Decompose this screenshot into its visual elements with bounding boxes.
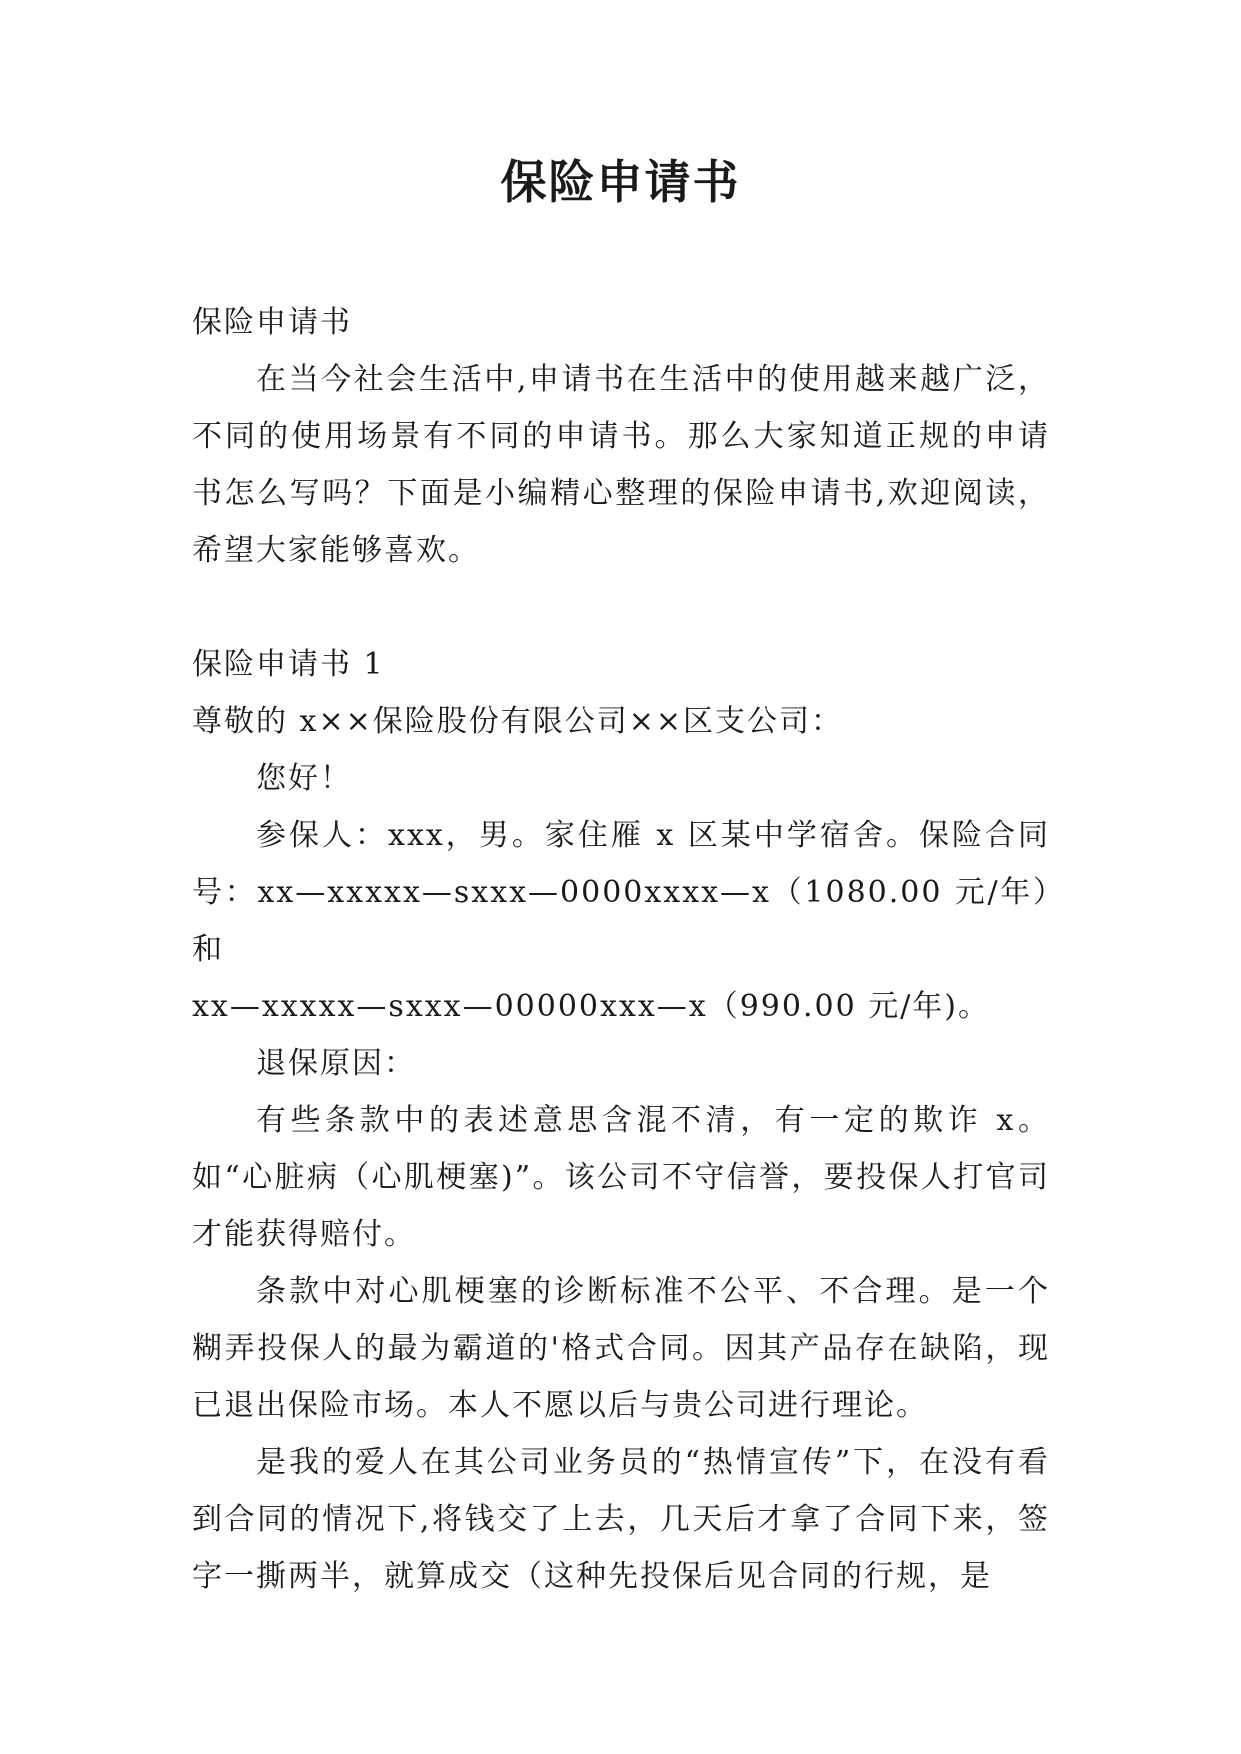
- section-heading: 保险申请书 1: [192, 647, 385, 682]
- paragraph-policy-holder: 参保人：xxx，男。家住雁 x 区某中学宿舍。保险合同号：xx—xxxxx—sxxx—0000xxxx—x（1080.00 元/年）和: [192, 818, 1050, 967]
- document-title: 保险申请书: [500, 155, 741, 209]
- paragraph-policy-number: xx—xxxxx—sxxx—00000xxx—x（990.00 元/年)。: [192, 989, 991, 1024]
- paragraph-reason-3: 是我的爱人在其公司业务员的“热情宣传”下，在没有看到合同的情况下,将钱交了上去，几天后才拿了合同下来，签字一撕两半，就算成交（这种先投保后见合同的行规，是: [192, 1445, 1050, 1594]
- paragraph-heading: 保险申请书: [192, 305, 352, 340]
- paragraph-reason-2: 条款中对心肌梗塞的诊断标准不公平、不合理。是一个糊弄投保人的最为霸道的'格式合同。因其产品存在缺陷，现已退出保险市场。本人不愿以后与贵公司进行理论。: [192, 1274, 1050, 1423]
- paragraph-reason-1: 有些条款中的表述意思含混不清，有一定的欺诈 x。如“心脏病（心肌梗塞)”。该公司不守信誉，要投保人打官司才能获得赔付。: [192, 1103, 1050, 1252]
- paragraph-reason-heading: 退保原因：: [256, 1046, 416, 1081]
- document-body: [192, 294, 1050, 1605]
- paragraph-intro: 在当今社会生活中,申请书在生活中的使用越来越广泛，不同的使用场景有不同的申请书。那么大家知道正规的申请书怎么写吗？下面是小编精心整理的保险申请书,欢迎阅读，希望大家能够喜欢。: [192, 362, 1050, 568]
- salutation: 尊敬的 x××保险股份有限公司××区支公司：: [192, 704, 844, 739]
- greeting: 您好！: [256, 761, 352, 796]
